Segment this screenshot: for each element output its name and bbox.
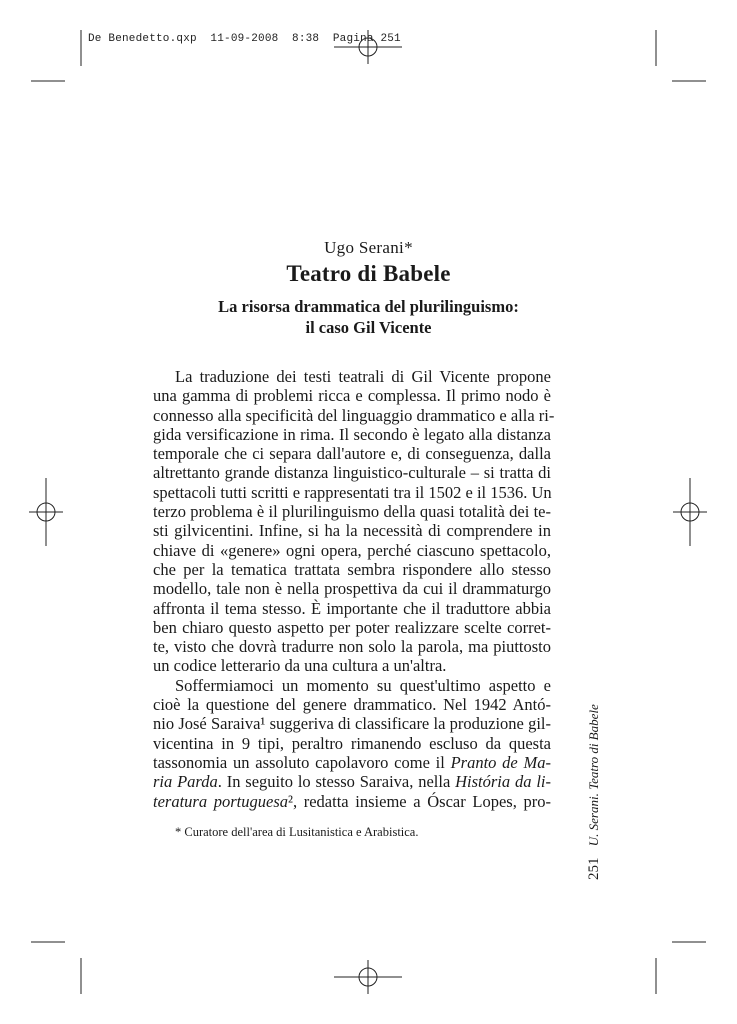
subtitle-line: La risorsa drammatica del plurilinguismo:: [218, 297, 519, 316]
article-subtitle: [0, 296, 737, 338]
body-line: nio José Saraiva¹ suggeriva di classificare la produzione gil-: [153, 714, 551, 734]
body-line: sti gilvicentini. Infine, si ha la necessità di comprendere in: [153, 521, 551, 541]
body-line: connesso alla specificità del linguaggio drammatico e alla ri-: [153, 405, 555, 425]
body-line: temporale che ci separa dall'autore e, di conseguenza, dalla: [153, 444, 551, 464]
file-slug: De Benedetto.qxp 11-09-2008 8:38 Pagina 251: [88, 33, 401, 45]
body-line: teratura portuguesa², redatta insieme a Óscar Lopes, pro-: [153, 791, 551, 811]
body-line: gida versificazione in rima. Il secondo è legato alla distanza: [153, 424, 551, 444]
running-head: [586, 704, 603, 880]
body-line: altrettanto grande distanza linguistico-culturale – si tratta di: [153, 463, 551, 483]
body-line: chiave di «genere» ogni opera, perché ciascuno spettacolo,: [153, 540, 551, 560]
body-line: ben chiaro questo aspetto per poter realizzare scelte corret-: [153, 617, 551, 637]
body-line: spettacoli tutti scritti e rappresentati tra il 1502 e il 1536. Un: [153, 482, 552, 502]
body-line: terzo problema è il plurilinguismo della quasi totalità dei te-: [153, 502, 551, 522]
body-line: vicentina in 9 tipi, peraltro rimanendo escluso da questa: [153, 733, 551, 753]
subtitle-line: il caso Gil Vicente: [305, 318, 432, 337]
body-line: ria Parda. In seguito lo stesso Saraiva, nella História da li-: [153, 772, 551, 792]
footnote: * Curatore dell'area di Lusitanistica e Arabistica.: [175, 825, 419, 839]
article-title: Teatro di Babele: [286, 261, 451, 286]
body-line: cioè la questione del genere drammatico. Nel 1942 Antó-: [153, 695, 551, 715]
body-line: La traduzione dei testi teatrali di Gil Vicente propone: [175, 367, 551, 386]
article-author: Ugo Serani*: [324, 238, 413, 257]
body-text: [153, 367, 555, 811]
body-line: che per la tematica trattata sembra rispondere allo stesso: [153, 559, 551, 579]
body-line: modello, tale non è nella prospettiva da cui il drammaturgo: [153, 579, 551, 599]
body-line: un codice letterario da una cultura a un'altra.: [153, 656, 447, 676]
body-line: te, visto che dovrà tradurre non solo la parola, ma piuttosto: [153, 637, 551, 657]
body-line: Soffermiamoci un momento su quest'ultimo aspetto e: [175, 675, 551, 695]
page-number: 251: [586, 857, 602, 880]
body-line: tassonomia un assoluto capolavoro come il Pranto de Ma-: [153, 752, 551, 772]
body-line: una gamma di problemi ricca e complessa. Il primo nodo è: [153, 386, 551, 406]
running-head-text: U. Serani. Teatro di Babele: [586, 704, 601, 847]
body-line: affronta il tema stesso. È importante che il traduttore abbia: [153, 598, 551, 618]
